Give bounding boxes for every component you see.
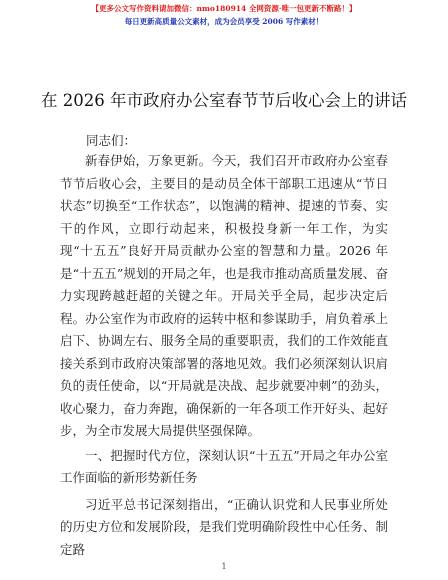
section-heading: 一、把握时代方位，深刻认识“十五五”开局之年办公室工作面临的新形势新任务 — [60, 447, 388, 485]
document-title: 在 2026 年市政府办公室春节节后收心会上的讲话 — [41, 91, 407, 110]
banner-line-1: 【更多公文写作资料请加微信：nmo180914 全网资源·唯一包更新不断路！】 — [91, 4, 357, 13]
body-paragraph: 习近平总书记深刻指出，“正确认识党和人民事业所处的历史方位和发展阶段，是我们党明确阶段性中心任务、制定路 — [60, 496, 388, 557]
salutation: 同志们： — [86, 133, 137, 148]
body-paragraph: 新春伊始，万象更新。今天，我们召开市政府办公室春节节后收心会，主要目的是动员全体干部职工迅速从“节日状态”切换至“工作状态”，以饱满的精神、提速的节奏、实干的作风，立即行动起来，积极投身新一年工作，为实现“十五五”良好开局贡献办公室的智慧和力量。2026 年是“十五五”规划的开局之年，也是我市推动高质量发展、奋力实现跨越赶超的关键之年。开局关乎全局，起步决定后程。办公室作为市政府的运转中枢和参谋助手，肩负着承上启下、协调左右、服务全局的重要职责，我们的工作效能直接关系到市政府决策部署的落地见效。我们必须深刻认识肩负的责任使命，以“开局就是决战、起步就要冲刺”的劲头，收心聚力，奋力奔跑，确保新的一年各项工作开好头、起好步，为全市发展大局提供坚强保障。 — [60, 153, 388, 438]
document-body — [60, 150, 388, 561]
promo-banner — [0, 3, 448, 27]
page-number: 1 — [221, 562, 227, 571]
banner-line-2: 每日更新高质量公文素材，成为会员享受 2006 写作素材！ — [124, 17, 324, 26]
